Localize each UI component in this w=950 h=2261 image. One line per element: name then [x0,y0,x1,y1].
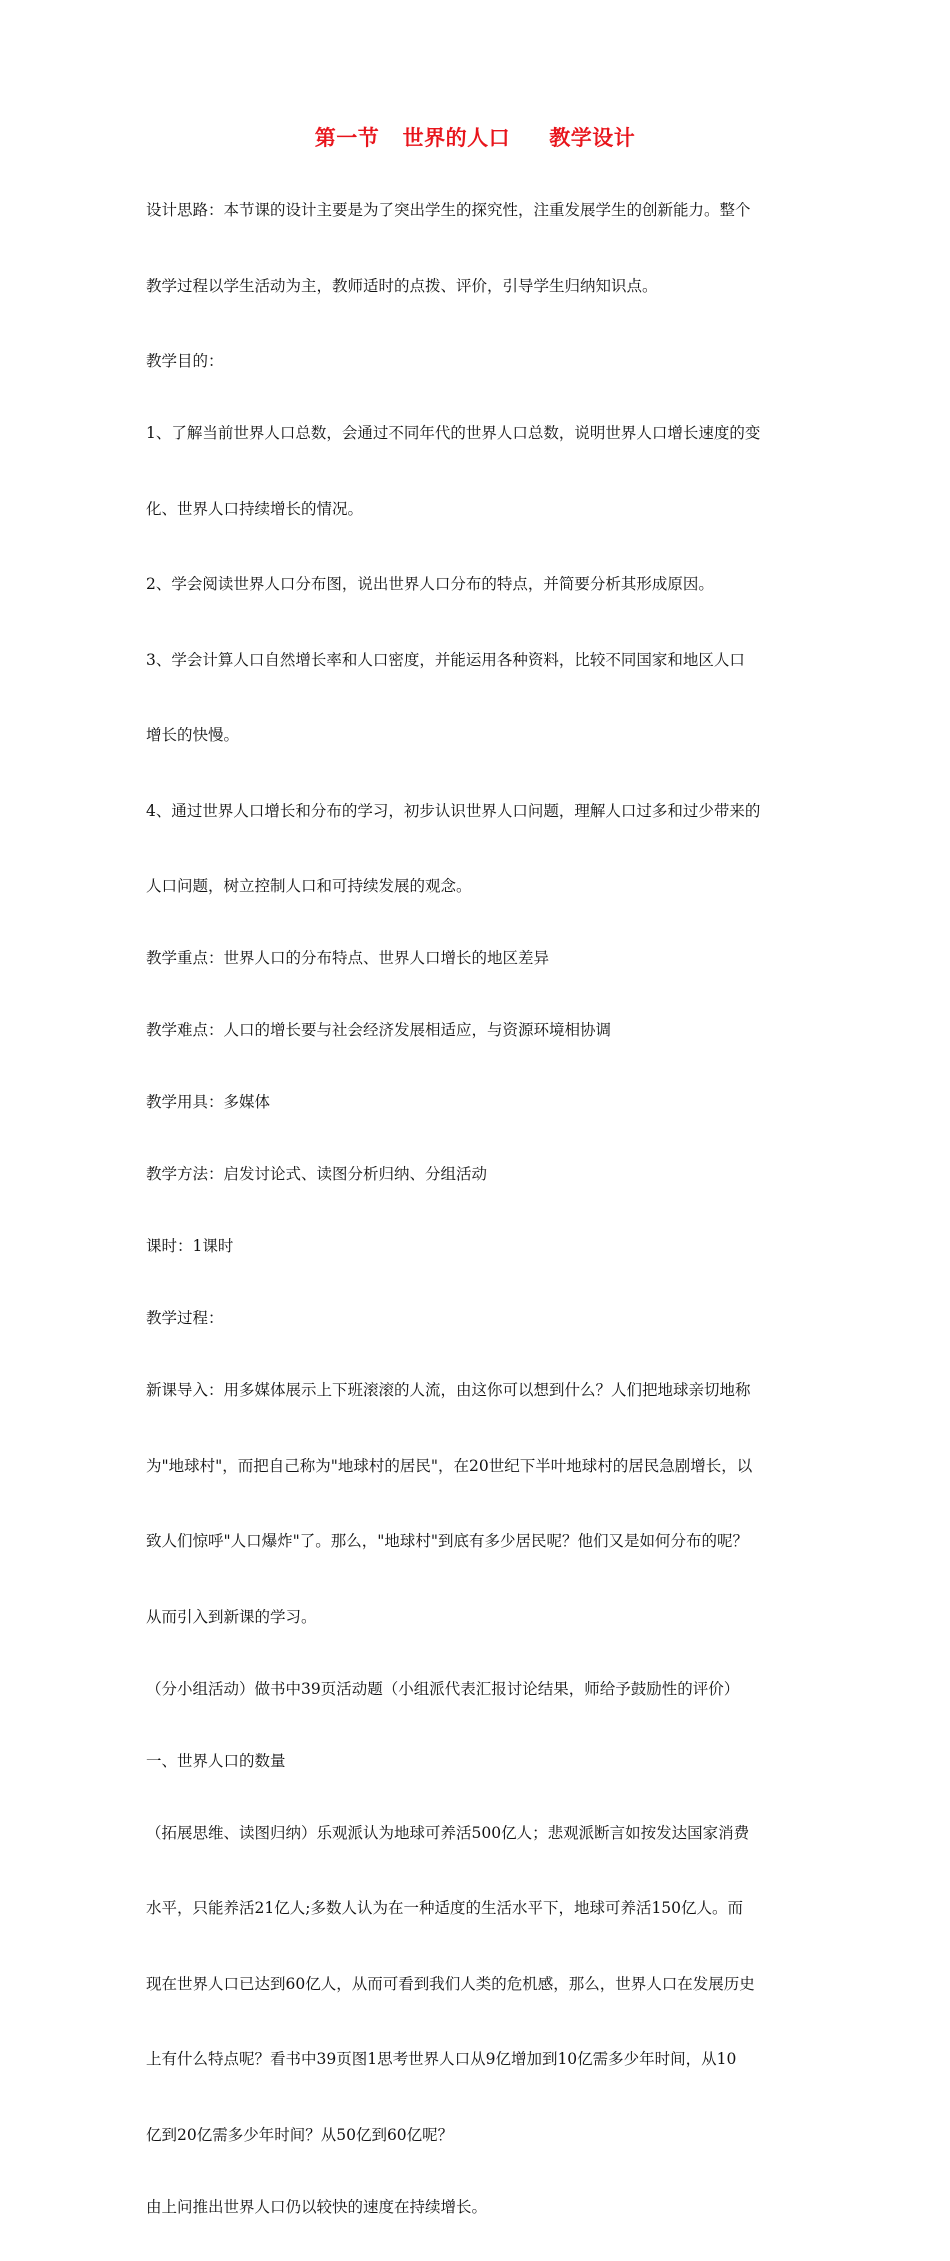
paragraph-line: （分小组活动）做书中39页活动题（小组派代表汇报讨论结果，师给予鼓励性的评价） [146,1679,740,1698]
paragraph-line: 亿到20亿需多少年时间？从50亿到60亿呢？ [146,2125,454,2144]
paragraph-line: 新课导入：用多媒体展示上下班滚滚的人流，由这你可以想到什么？人们把地球亲切地称 [146,1381,751,1399]
paragraph-line: 由上问推出世界人口仍以较快的速度在持续增长。 [146,2197,488,2216]
list-item: 2、学会阅读世界人口分布图，说出世界人口分布的特点，并简要分析其形成原因。 [146,575,714,593]
paragraph-line: 致人们惊呼"人口爆炸"了。那么，"地球村"到底有多少居民呢？他们又是如何分布的呢？ [146,1532,749,1550]
section-heading: 教学过程： [146,1309,224,1327]
paragraph-line: 水平，只能养活21亿人;多数人认为在一种适度的生活水平下，地球可养活150亿人。而 [146,1899,744,1917]
teaching-tools: 教学用具：多媒体 [146,1093,271,1111]
paragraph-line: 教学过程以学生活动为主，教师适时的点拨、评价，引导学生归纳知识点。 [146,276,658,295]
difficult-points: 教学难点：人口的增长要与社会经济发展相适应，与资源环境相协调 [146,1021,612,1039]
paragraph-line: 上有什么特点呢？看书中39页图1思考世界人口从9亿增加到10亿需多少年时间，从10 [146,2050,737,2068]
page-title: 第一节 世界的人口 教学设计 [314,125,636,150]
list-item-continuation: 增长的快慢。 [146,726,240,744]
document-body [146,156,808,2261]
paragraph-line: 现在世界人口已达到60亿人，从而可看到我们人类的危机感，那么，世界人口在发展历史 [146,1974,755,1993]
paragraph-line: 为"地球村"，而把自己称为"地球村的居民"，在20世纪下半叶地球村的居民急剧增长，以 [146,1456,753,1475]
class-hours: 课时：1课时 [146,1237,234,1255]
section-heading: 一、世界人口的数量 [146,1751,286,1770]
list-item: 4、通过世界人口增长和分布的学习，初步认识世界人口问题，理解人口过多和过少带来的 [146,801,761,820]
list-item: 3、学会计算人口自然增长率和人口密度，并能运用各种资料，比较不同国家和地区人口 [146,650,745,669]
section-heading: 教学目的： [146,352,224,370]
teaching-methods: 教学方法：启发讨论式、读图分析归纳、分组活动 [146,1165,488,1183]
paragraph-line: （拓展思维、读图归纳）乐观派认为地球可养活500亿人；悲观派断言如按发达国家消费 [146,1823,750,1842]
list-item-continuation: 化、世界人口持续增长的情况。 [146,499,364,518]
list-item-continuation: 人口问题，树立控制人口和可持续发展的观念。 [146,877,472,895]
list-item: 1、了解当前世界人口总数，会通过不同年代的世界人口总数，说明世界人口增长速度的变 [146,424,761,442]
paragraph-line: 设计思路：本节课的设计主要是为了突出学生的探究性，注重发展学生的创新能力。整个 [146,201,751,219]
key-points: 教学重点：世界人口的分布特点、世界人口增长的地区差异 [146,949,550,967]
paragraph-line: 从而引入到新课的学习。 [146,1607,317,1626]
